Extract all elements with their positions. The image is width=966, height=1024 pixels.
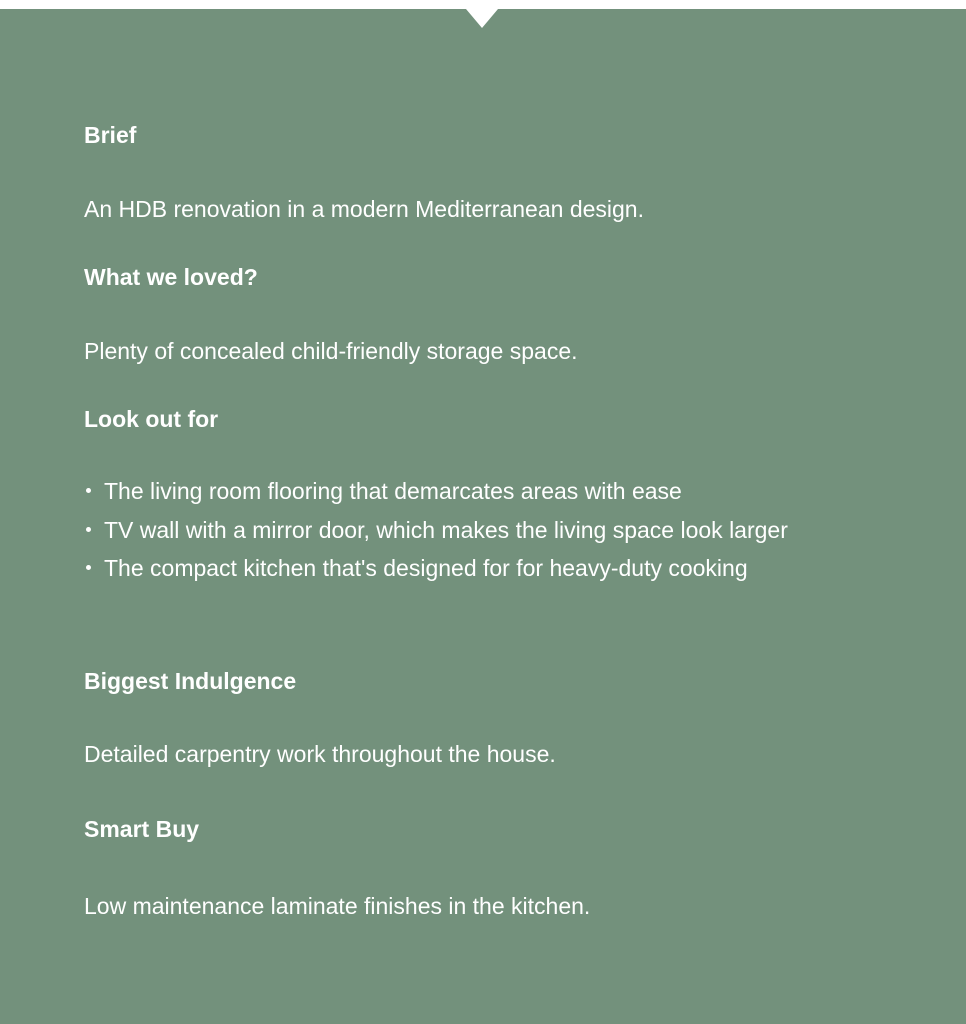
smartbuy-text: Low maintenance laminate finishes in the kitchen.	[84, 893, 591, 919]
brief-text: An HDB renovation in a modern Mediterranean design.	[84, 196, 644, 222]
list-item	[84, 516, 788, 558]
bullet-dot-icon	[86, 527, 91, 532]
list-item	[84, 557, 788, 596]
list-item-text: TV wall with a mirror door, which makes the living space look larger	[104, 516, 788, 543]
lookout-heading: Look out for	[84, 406, 219, 432]
loved-heading: What we loved?	[84, 264, 258, 290]
list-item-text: The compact kitchen that's designed for for heavy-duty cooking	[104, 555, 748, 581]
smartbuy-heading: Smart Buy	[84, 816, 200, 842]
caret-down-icon	[466, 9, 498, 28]
indulgence-heading: Biggest Indulgence	[84, 668, 297, 694]
loved-text: Plenty of concealed child-friendly storage space.	[84, 338, 578, 364]
lookout-list	[84, 480, 788, 596]
bullet-dot-icon	[86, 488, 91, 493]
list-item-text: The living room flooring that demarcates areas with ease	[104, 478, 682, 504]
indulgence-text: Detailed carpentry work throughout the house.	[84, 741, 556, 767]
brief-heading: Brief	[84, 122, 137, 148]
list-item	[84, 480, 788, 519]
bullet-dot-icon	[86, 565, 91, 570]
